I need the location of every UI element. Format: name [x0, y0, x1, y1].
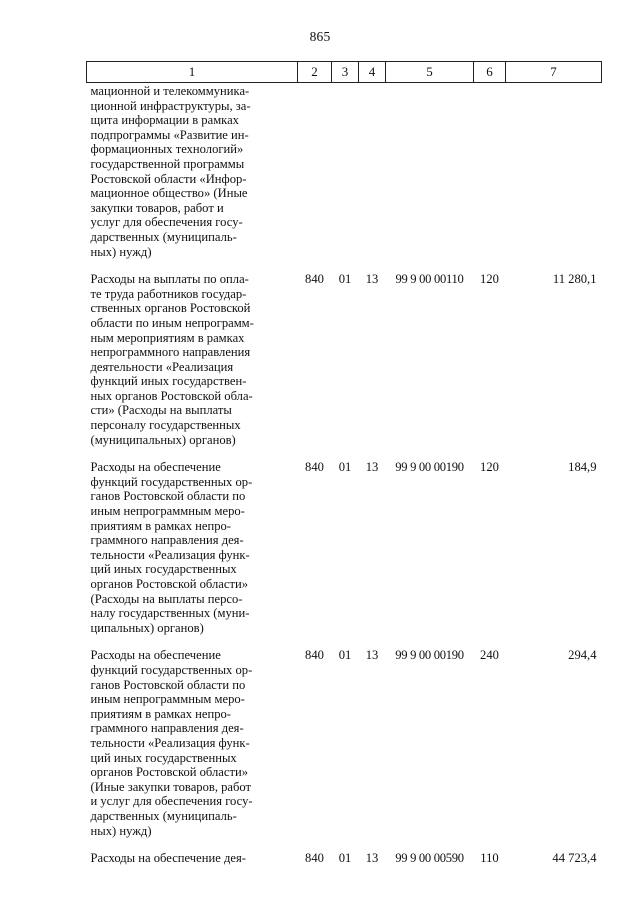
amount	[506, 83, 602, 260]
table-row	[87, 459, 602, 635]
description-line: ных органов Ростовской обла-	[90, 388, 253, 403]
column-header-7: 7	[506, 62, 602, 83]
table-row	[87, 647, 602, 838]
description-line: функций государственных ор-	[90, 662, 253, 677]
description-line: Ростовской области «Инфор-	[90, 171, 247, 186]
description-line: граммного направления дея-	[90, 533, 244, 548]
subsection-code: 13	[365, 460, 379, 475]
description-line: (Расходы на выплаты персо-	[90, 591, 243, 606]
description-line: налу государственных (муни-	[90, 606, 250, 621]
description-line: тельности «Реализация функ-	[90, 547, 250, 562]
description-line: ных) нужд)	[90, 823, 152, 838]
description-line: ственных органов Ростовской	[90, 301, 251, 316]
table-row	[87, 271, 602, 447]
table-row	[87, 850, 602, 866]
description-line: персоналу государственных	[90, 418, 241, 433]
section-code	[332, 83, 359, 260]
row-spacer	[87, 635, 602, 647]
description-line: ций иных государственных	[90, 562, 237, 577]
section-code: 01	[338, 851, 352, 866]
description-line: приятиям в рамках непро-	[90, 518, 231, 533]
column-header-6: 6	[474, 62, 506, 83]
description-line: функций иных государствен-	[90, 374, 247, 389]
description-line: щита информации в рамках	[90, 113, 239, 128]
description-line: закупки товаров, работ и	[90, 200, 224, 215]
description-line: государственной программы	[90, 156, 245, 171]
ministry-code: 840	[305, 272, 324, 287]
description-line: функций государственных ор-	[90, 474, 253, 489]
column-header-3: 3	[332, 62, 359, 83]
ministry-code: 840	[305, 648, 324, 663]
description-line: (Иные закупки товаров, работ	[90, 779, 252, 794]
expense-type-code: 120	[480, 272, 499, 287]
column-header-1: 1	[87, 62, 298, 83]
expense-type-code	[474, 83, 506, 260]
target-article-code	[386, 83, 474, 260]
amount: 184,9	[568, 460, 597, 475]
ministry-code: 840	[305, 460, 324, 475]
description-line: ций иных государственных	[90, 750, 237, 765]
description-line: Расходы на обеспечение	[90, 460, 221, 475]
section-code: 01	[338, 272, 352, 287]
description-line: Расходы на обеспечение дея-	[90, 851, 246, 866]
description-line: и услуг для обеспечения госу-	[90, 794, 253, 809]
description-line: ганов Ростовской области по	[90, 677, 246, 692]
description-line: деятельности «Реализация	[90, 359, 234, 374]
column-header-5: 5	[386, 62, 474, 83]
row-description	[87, 850, 298, 866]
description-line: подпрограммы «Развитие ин-	[90, 127, 249, 142]
description-line: Расходы на выплаты по опла-	[90, 272, 249, 287]
row-spacer	[87, 838, 602, 850]
description-line: ципальных) органов)	[90, 620, 204, 635]
description-line: области по иным непрограмм-	[90, 315, 254, 330]
description-line: сти» (Расходы на выплаты	[90, 403, 232, 418]
header-row	[87, 62, 602, 83]
column-header-4: 4	[359, 62, 386, 83]
row-spacer	[87, 259, 602, 271]
description-line: дарственных (муниципаль-	[90, 808, 237, 823]
description-line: непрограммного направления	[90, 345, 251, 360]
description-line: иным непрограммным меро-	[90, 504, 245, 519]
description-line: ганов Ростовской области по	[90, 489, 246, 504]
description-line: граммного направления дея-	[90, 721, 244, 736]
description-line: иным непрограммным меро-	[90, 692, 245, 707]
subsection-code: 13	[365, 272, 379, 287]
target-article-code: 99 9 00 00190	[395, 460, 464, 475]
description-line: ных) нужд)	[90, 244, 152, 259]
expense-type-code: 240	[480, 648, 499, 663]
section-code: 01	[338, 460, 352, 475]
ministry-code	[298, 83, 332, 260]
amount: 294,4	[568, 648, 597, 663]
amount: 11 280,1	[552, 272, 597, 287]
description-line: мационной и телекоммуника-	[90, 84, 250, 98]
subsection-code	[359, 83, 386, 260]
description-line: приятиям в рамках непро-	[90, 706, 231, 721]
target-article-code: 99 9 00 00110	[395, 272, 464, 287]
description-line: ным мероприятиям в рамках	[90, 330, 245, 345]
row-description	[87, 271, 298, 447]
description-line: Расходы на обеспечение	[90, 648, 221, 663]
section-code: 01	[338, 648, 352, 663]
column-header-2: 2	[298, 62, 332, 83]
page-number: 865	[309, 29, 331, 44]
description-line: органов Ростовской области»	[90, 765, 249, 780]
row-description	[87, 83, 298, 260]
row-description	[87, 647, 298, 838]
description-line: формационных технологий»	[90, 142, 244, 157]
row-spacer	[87, 447, 602, 459]
expense-type-code: 110	[480, 851, 499, 866]
ministry-code: 840	[305, 851, 324, 866]
amount: 44 723,4	[552, 851, 597, 866]
description-line: ционной инфраструктуры, за-	[90, 98, 251, 113]
subsection-code: 13	[365, 851, 379, 866]
description-line: дарственных (муниципаль-	[90, 229, 237, 244]
table-body	[87, 83, 602, 866]
target-article-code: 99 9 00 00190	[395, 648, 464, 663]
description-line: органов Ростовской области»	[90, 577, 249, 591]
description-line: (муниципальных) органов)	[90, 432, 236, 447]
description-line: мационное общество» (Иные	[90, 186, 248, 201]
subsection-code: 13	[365, 648, 379, 663]
description-line: услуг для обеспечения госу-	[90, 215, 243, 230]
target-article-code: 99 9 00 00590	[395, 851, 464, 866]
table-row	[87, 83, 602, 260]
row-description	[87, 459, 298, 635]
description-line: тельности «Реализация функ-	[90, 735, 250, 750]
expense-type-code: 120	[480, 460, 499, 475]
description-line: те труда работников государ-	[90, 286, 247, 301]
budget-table	[86, 61, 602, 866]
